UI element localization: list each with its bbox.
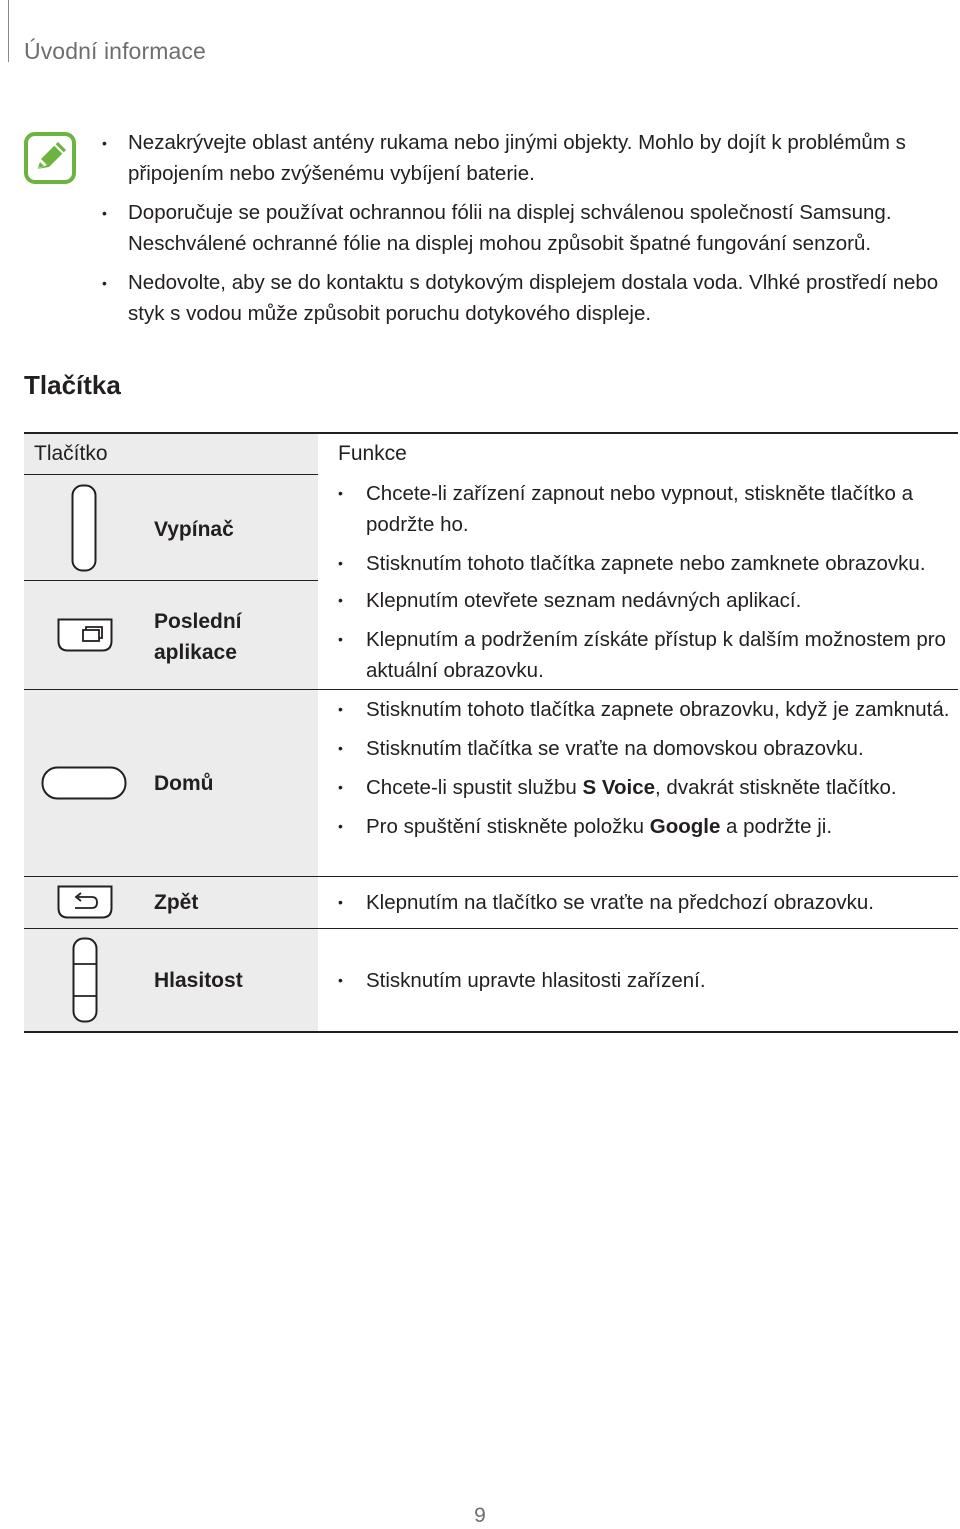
- note-item: • Nedovolte, aby se do kontaktu s dotykovým displejem dostala voda. Vlhké prostředí nebo styk s vodou může způsobit poruchu dotykového displeje.: [108, 268, 960, 329]
- home-button-icon: [41, 766, 127, 800]
- power-button-icon: [71, 484, 97, 572]
- note-item: • Doporučuje se používat ochrannou fólii na displej schválenou společností Samsung. Neschválené ochranné fólie na displej mohou způsobit špatné fungování senzorů.: [108, 198, 960, 259]
- function-text: Klepnutím otevřete seznam nedávných aplikací.: [366, 589, 802, 612]
- table-row: [24, 581, 958, 689]
- button-name: Hlasitost: [154, 969, 243, 992]
- note-item: • Nezakrývejte oblast antény rukama nebo jinými objekty. Mohlo by dojít k problémům s připojením nebo zvýšenému vybíjení baterie.: [108, 128, 960, 189]
- function-text-bold: Google: [649, 815, 721, 838]
- function-list: [344, 965, 958, 1004]
- table-row: [24, 690, 958, 876]
- recent-apps-icon: [57, 618, 113, 652]
- column-header-function: Funkce: [338, 442, 407, 465]
- button-name: Zpět: [154, 891, 199, 914]
- function-item: [344, 887, 958, 918]
- function-item: [344, 772, 958, 803]
- page-header-title: Úvodní informace: [24, 38, 206, 64]
- note-list: [108, 128, 960, 338]
- back-arrow-icon: [57, 885, 113, 919]
- function-item: [344, 548, 958, 579]
- function-list: [344, 478, 958, 587]
- function-text: a podržte ji.: [720, 815, 833, 838]
- volume-button-icon: [72, 937, 98, 1023]
- button-name: Domů: [154, 772, 214, 795]
- function-text: , dvakrát stiskněte tlačítko.: [655, 776, 897, 799]
- table-row: [24, 929, 958, 1031]
- function-item: [344, 811, 958, 842]
- page-number: 9: [474, 1504, 486, 1527]
- function-item: [344, 624, 958, 686]
- function-list: [344, 694, 958, 850]
- table-row: [24, 877, 958, 928]
- function-list: [344, 887, 958, 926]
- function-text: Klepnutím a podržením získáte přístup k dalším možnostem pro aktuální obrazovku.: [366, 628, 946, 682]
- function-item: [344, 733, 958, 764]
- function-item: [344, 585, 958, 616]
- note-pencil-icon: [24, 132, 76, 184]
- function-text: Stisknutím tohoto tlačítka zapnete nebo zamknete obrazovku.: [366, 552, 926, 575]
- function-text: Chcete-li spustit službu: [366, 776, 583, 799]
- section-title: Tlačítka: [24, 370, 121, 400]
- page-corner-mark: [8, 0, 9, 62]
- button-name: Poslední aplikace: [154, 610, 242, 664]
- function-list: [344, 585, 958, 694]
- function-text: Pro spuštění stiskněte položku: [366, 815, 650, 838]
- function-text: Stisknutím tohoto tlačítka zapnete obrazovku, když je zamknutá.: [366, 698, 950, 721]
- button-name: Vypínač: [154, 518, 234, 541]
- function-item: [344, 694, 958, 725]
- function-text: Stisknutím tlačítka se vraťte na domovskou obrazovku.: [366, 737, 864, 760]
- function-item: [344, 478, 958, 540]
- function-text: Chcete-li zařízení zapnout nebo vypnout, stiskněte tlačítko a podržte ho.: [366, 482, 913, 536]
- function-text-bold: S Voice: [582, 776, 656, 799]
- function-text: Klepnutím na tlačítko se vraťte na předchozí obrazovku.: [366, 891, 874, 914]
- function-text: Stisknutím upravte hlasitosti zařízení.: [366, 969, 706, 992]
- column-header-button: Tlačítko: [34, 442, 108, 465]
- table-row: [24, 475, 958, 580]
- function-item: [344, 965, 958, 996]
